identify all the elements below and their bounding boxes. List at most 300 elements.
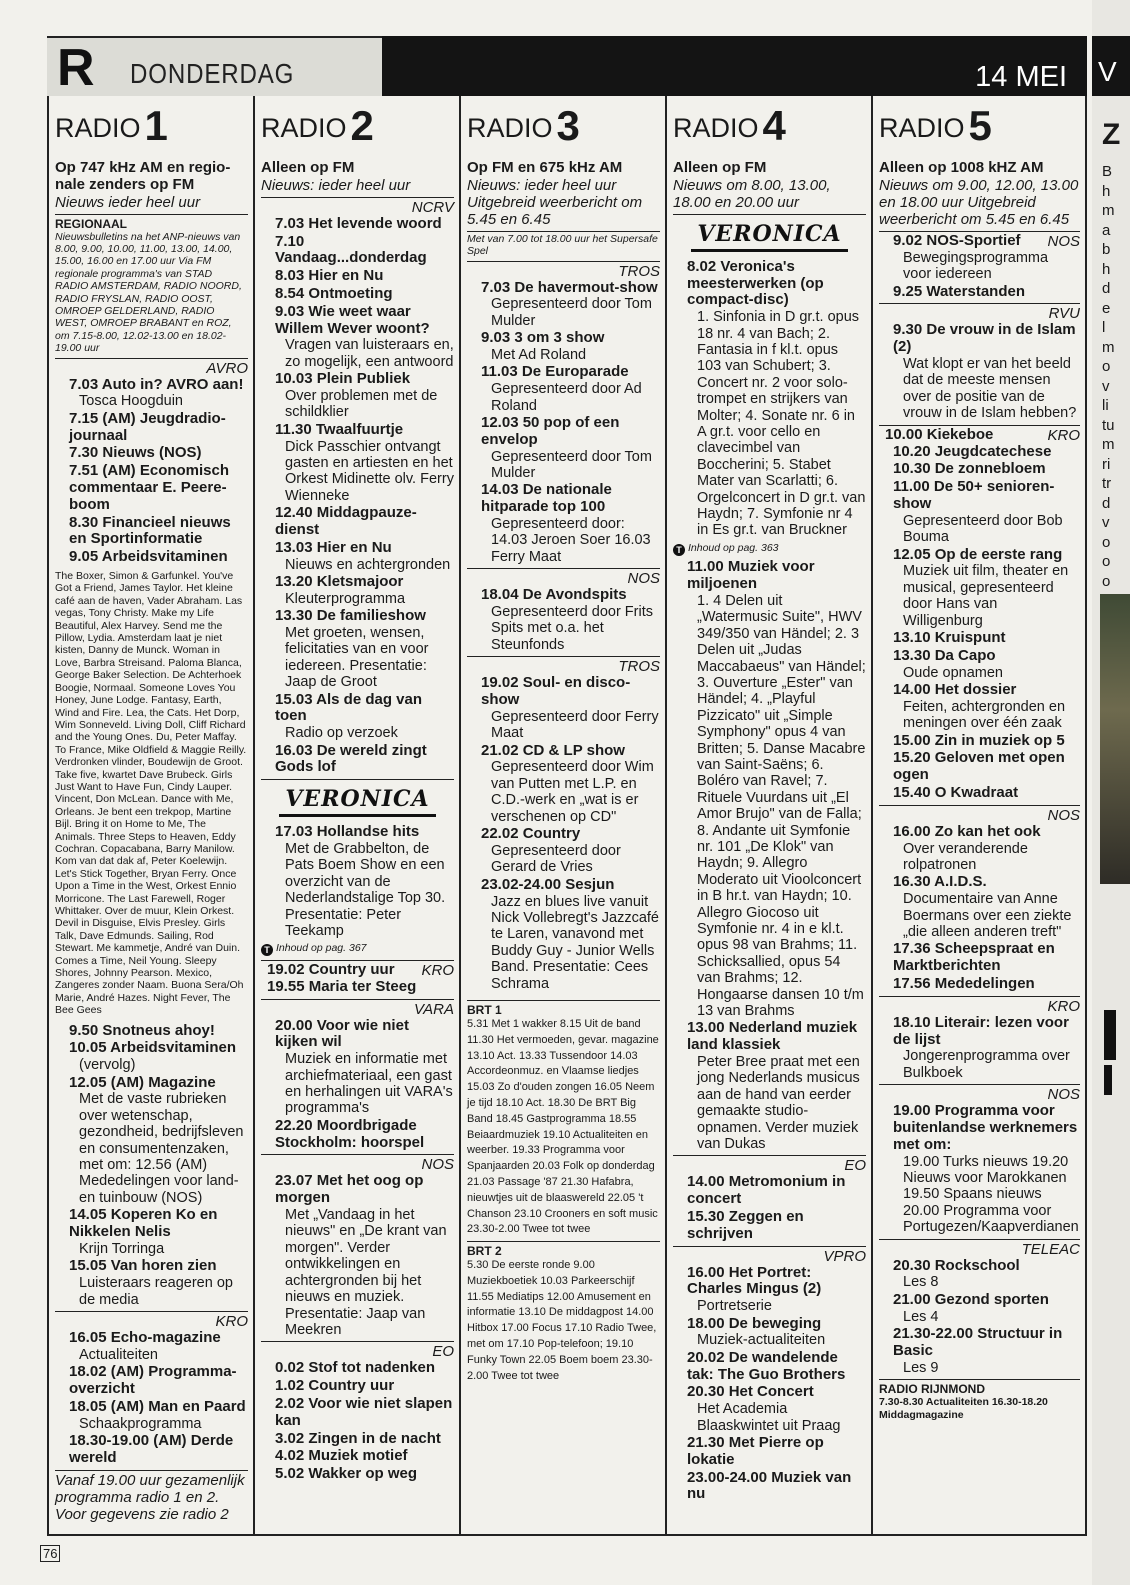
radio-5-band: Alleen op 1008 kHZ AM — [879, 159, 1044, 176]
program-item — [261, 608, 454, 690]
column-radio-4 — [667, 96, 873, 1536]
program-title: 0.02 Stof tot nadenken — [275, 1359, 436, 1377]
program-description: Gepresenteerd door Wim van Putten met L.P. en C.D.-werk en „wat is er verschenen op CD" — [491, 759, 654, 825]
divider — [467, 1241, 660, 1242]
column-radio-1 — [49, 96, 255, 1536]
program-title: 22.02 Country — [481, 825, 581, 843]
program-item — [879, 648, 1080, 681]
program-item — [879, 941, 1080, 975]
program-item — [55, 1023, 248, 1040]
program-description: 19.00 Turks nieuws 19.20 Nieuws voor Marokkanen 19.50 Spaans nieuws 20.00 Programma voor Portugezen/Kaapverdianen — [903, 1153, 1079, 1236]
program-description: Gepresenteerd door Ferry Maat — [491, 708, 659, 742]
regional-text: Nieuwsbulletins na het ANP-nieuws van 8.00, 9.00, 10.00, 11.00, 13.00, 14.00, 15.00, 16.00 en 17.00 uur Via FM regionale programma's van STAD RADIO AMSTERDAM, RADIO NOORD, RADIO FRYSLAN, RADIO OOST, OMROEP GELDERLAND, RADIO WEST, OMROEP BRABANT en ROZ, om 7.15-8.00, 12.02-13.00 en 18.02-19.00 uur — [55, 230, 242, 355]
edge-letter: m — [1102, 202, 1115, 219]
radio-5-list-4 — [879, 824, 1080, 993]
program-title: 23.02-24.00 Sesjun — [481, 875, 615, 893]
broadcaster-avro: AVRO — [206, 359, 248, 377]
radio-2-info: T Inhoud op pag. 367 — [261, 940, 454, 956]
divider — [55, 358, 248, 359]
program-title: 16.00 Zo kan het ook — [893, 822, 1041, 840]
program-title: 3.02 Zingen in de nacht — [275, 1429, 441, 1447]
program-description: Documentaire van Anne Boermans over een ziekte „die alleen anderen treft" — [903, 891, 1072, 941]
program-item — [879, 1292, 1080, 1325]
program-item — [261, 1360, 454, 1377]
radio-5-list-6 — [879, 1103, 1080, 1235]
edge-letter: o — [1102, 572, 1111, 590]
program-item — [55, 1207, 248, 1257]
program-title: 5.02 Wakker op weg — [275, 1465, 418, 1483]
divider — [467, 568, 660, 569]
program-item — [55, 1040, 248, 1073]
program-description: Gepresenteerd door Ad Roland — [491, 381, 642, 414]
radio-5-band-note: Nieuws om 9.00, 12.00, 13.00 en 18.00 uur Uitgebreid weerbericht om 5.45 en 6.45 — [879, 176, 1079, 228]
program-item — [261, 1396, 454, 1430]
program-title: 15.20 Geloven met open ogen — [893, 749, 1065, 784]
edge-letter: o — [1102, 358, 1111, 375]
program-item — [261, 234, 454, 268]
program-item — [673, 1020, 866, 1152]
program-item — [55, 1075, 248, 1207]
divider — [467, 656, 660, 657]
waterstanden-item: 9.25 Waterstanden — [893, 282, 1025, 300]
program-description: Over problemen met de schildklier — [285, 387, 438, 421]
program-description: Vragen van luisteraars en, zo mogelijk, een antwoord — [285, 337, 454, 370]
program-description: Muziek en informatie met archiefmateriaal, een gast en herhalingen uit VARA's programma's — [285, 1051, 453, 1117]
program-title: 18.00 De beweging — [687, 1314, 822, 1332]
program-description: Met de vaste rubrieken over wetenschap, gezondheid, bedrijfsleven en consumentenzaken, met om: 12.56 (AM) Mededelingen voor land- en tuinbouw (NOS) — [79, 1091, 244, 1206]
divider — [55, 1470, 248, 1471]
brt1-title: BRT 1 — [467, 1002, 502, 1017]
program-title: 17.03 Hollandse hits — [275, 823, 420, 841]
program-item — [879, 1015, 1080, 1081]
info-icon: T — [673, 544, 685, 556]
program-description: Gepresenteerd door Tom Mulder — [491, 296, 652, 329]
program-item — [261, 824, 454, 939]
next-page-text-edge — [1102, 162, 1122, 630]
broadcaster-nos: NOS — [627, 570, 660, 588]
program-title: 11.03 De Europarade — [481, 363, 629, 381]
program-item — [879, 461, 1080, 478]
program-title: 9.30 De vrouw in de Islam (2) — [893, 321, 1076, 356]
program-title: 13.03 Hier en Nu — [275, 538, 392, 556]
program-title: 15.05 Van horen zien — [69, 1257, 217, 1275]
program-title: 21.30-22.00 Structuur in Basic — [893, 1325, 1063, 1359]
radio-1-list-2 — [55, 1023, 248, 1308]
program-title: 12.05 (AM) Magazine — [69, 1073, 216, 1091]
divider — [261, 999, 454, 1000]
program-description: Radio op verzoek — [285, 725, 398, 742]
radio-2-title: RADIO2 — [261, 102, 374, 149]
radio-5-list-5 — [879, 1015, 1080, 1081]
program-item — [879, 1258, 1080, 1291]
program-item — [673, 259, 866, 539]
program-item — [55, 1258, 248, 1308]
program-title: 13.30 Da Capo — [893, 646, 996, 664]
program-title: 17.56 Mededelingen — [893, 975, 1035, 993]
program-description: Het Academia Blaaskwintet uit Praag — [697, 1401, 841, 1434]
program-title: 12.03 50 pop of een envelop — [481, 414, 620, 448]
program-item — [879, 750, 1080, 784]
edge-letter: m — [1102, 338, 1115, 356]
radio-2-list-3 — [261, 1018, 454, 1152]
program-description: (vervolg) — [79, 1057, 136, 1074]
radio-4-band: Alleen op FM — [673, 159, 767, 176]
next-page-bar-2 — [1104, 1065, 1112, 1095]
date-label: 14 MEI — [975, 61, 1067, 93]
song-list: The Boxer, Simon & Garfunkel. You've Got a Friend, James Taylor. Het kleine café aan de haven, Vader Abraham. Las vegas, Tony Christy. Make my Life Beautiful, Alex Harvey. Send me the Pillow, Lydia. Amsterdam laat je niet kisten, Danny de Munck. Woman in Love, Barbra Streisand. Paloma Blanca, George Baker Selection. De Achterhoek Boogie, Normaal. Someone Loves You Honey, June Lodge. Fantasy, Earth, Wind and Fire. Lea, the Cats. Het Dorp, Wim Sonneveld. Living Doll, Cliff Richard and the Young Ones. Du, Peter Maffay. To France, Mike Oldfield & Maggie Reilly. Verdronken vlinder, Boudewijn de Groot. Take five, kwartet Dave Brubeck. Girls Just Want to Have Fun, Cindy Lauper. Vincent, Don McLean. Dance with Me, Orleans. Je bent een trekpop, Martine Bijl. Bring it on Home to Me, The Animals. Three Steps to Heaven, Eddy Cochran. Copacabana, Barry Manilow. Kom van dat dak af, Peter Koelewijn. Let's Stick Together, Bryan Ferry. Once Upon a Time in the West, Orkest Ennio Morricone. The Last Farewell, Roger Whittaker. Over de muur, Klein Orkest. Devil in Disguise, Elvis Presley. Girls Talk, Dave Edmunds. Sailing, Rod Stewart. Me kammetje, André van Duin. Comes a Time, Neil Young. Sleepy Shores, Johnny Pearson. Mexico, Zangeres zonder Naam. Buona Sera/Oh Marie, André Hazes. Night Fever, The Bee Gees — [55, 570, 247, 1017]
program-description: Gepresenteerd door Bob Bouma — [903, 512, 1063, 546]
program-item — [467, 330, 660, 363]
edge-letter: a — [1102, 221, 1111, 239]
radio-2-list-2 — [261, 824, 454, 939]
program-title: 9.03 Wie weet waar Willem Wever woont? — [275, 302, 430, 337]
supersafe-note: Met van 7.00 tot 18.00 uur het Supersafe Spel — [467, 232, 658, 258]
program-item — [261, 1466, 454, 1483]
veronica-logo: VERONICA — [673, 219, 866, 253]
brt1-text: 5.31 Met 1 wakker 8.15 Uit de band 11.30 Het vermoeden, gevar. magazine 13.10 Act. 13.33 Tussendoor 14.03 Accordeonmuz. en Vlaamse liedjes 15.03 Zo d'ouden zongen 16.05 Neem je tijd 18.10 Act. 18.30 De BRT Big Band 18.45 Gastprogramma 18.55 Beiaardmuziek 19.10 Actualiteiten en weerber. 19.33 Programma voor Spanjaarden 20.03 Folk op donderdag 21.03 Passage '87 21.30 Hafabra, nieuwtjes uit de blaaswereld 22.05 't Chanson 23.10 Crooners en soft music 23.30-2.00 Twee tot twee — [467, 1017, 659, 1236]
radio-3-band-note: Nieuws: ieder heel uur Uitgebreid weerbericht om 5.45 en 6.45 — [467, 176, 643, 228]
program-item — [879, 479, 1080, 545]
program-title: 9.03 3 om 3 show — [481, 329, 605, 347]
program-title: 15.40 O Kwadraat — [893, 784, 1019, 802]
divider — [879, 996, 1080, 997]
broadcaster-nos: NOS — [1047, 806, 1080, 824]
divider — [879, 303, 1080, 304]
program-item — [467, 877, 660, 992]
edge-letter: b — [1102, 241, 1111, 258]
program-title: 15.00 Zin in muziek op 5 — [893, 731, 1065, 749]
program-title: 22.20 Moordbrigade Stockholm: hoorspel — [275, 1116, 425, 1151]
program-title: 10.30 De zonnebloem — [893, 460, 1046, 478]
broadcaster-ncrv: NCRV — [411, 198, 454, 216]
program-description: Wat klopt er van het beeld dat de meeste mensen over de positie van de vrouw in de Islam hebben? — [903, 356, 1077, 422]
broadcaster-eo: EO — [844, 1157, 866, 1175]
radio-5-list-2 — [879, 322, 1080, 421]
program-title: 16.30 A.I.D.S. — [893, 873, 987, 891]
program-item — [55, 549, 248, 566]
program-item — [673, 1316, 866, 1349]
edge-letter: d — [1102, 280, 1111, 297]
next-page-bar — [1104, 1010, 1116, 1060]
radio-2-list-4 — [261, 1173, 454, 1338]
edge-letter: B — [1102, 163, 1113, 180]
nos-sportief-row: 9.02 NOS-Sportief NOS Bewegingsprogramma voor iedereen — [893, 231, 1080, 283]
program-title: 21.30 Met Pierre op lokatie — [687, 1434, 824, 1468]
program-title: 14.00 Metromonium in concert — [687, 1173, 846, 1208]
program-title: 21.02 CD & LP show — [481, 741, 625, 759]
divider — [261, 1154, 454, 1155]
next-page-edge — [1092, 0, 1130, 1585]
program-title: 13.20 Kletsmajoor — [275, 573, 404, 591]
program-title: 11.00 De 50+ senioren-show — [893, 478, 1055, 513]
veronica-logo: VERONICA — [261, 784, 454, 818]
radio-5-list-7 — [879, 1258, 1080, 1376]
next-page-photo — [1100, 594, 1130, 884]
radio-2-list-5 — [261, 1360, 454, 1483]
program-description: Over veranderende rolpatronen — [903, 840, 1028, 874]
program-title: 14.03 De nationale hitparade top 100 — [481, 481, 612, 516]
radio-3-list-3 — [467, 675, 660, 992]
program-item — [55, 463, 248, 513]
radio-5-title: RADIO5 — [879, 102, 992, 149]
program-title: 12.05 Op de eerste rang — [893, 545, 1063, 563]
day-label: DONDERDAG — [130, 58, 295, 89]
page-header — [47, 36, 1087, 96]
edge-letter: v — [1102, 514, 1110, 531]
program-title: 16.05 Echo-magazine — [69, 1328, 221, 1346]
program-description: Luisteraars reageren op de media — [79, 1275, 233, 1308]
program-description: Krijn Torringa — [79, 1240, 165, 1257]
rijnmond-text: 7.30-8.30 Actualiteiten 16.30-18.20 Middagmagazine — [879, 1396, 1048, 1421]
column-radio-5 — [873, 96, 1087, 1536]
radio-3-list-1 — [467, 280, 660, 566]
edge-letter: v — [1102, 377, 1110, 395]
program-item — [261, 268, 454, 285]
edge-letter: o — [1102, 533, 1111, 551]
radio-3-title: RADIO3 — [467, 102, 580, 149]
kro-row: 19.02 Country uur KRO — [267, 960, 454, 979]
program-item — [879, 976, 1080, 993]
edge-letter: l — [1102, 319, 1106, 336]
program-item — [467, 743, 660, 825]
program-item — [261, 422, 454, 504]
program-title: 7.15 (AM) Jeugdradio-journaal — [69, 409, 226, 444]
program-description: Les 8 — [903, 1274, 939, 1291]
edge-letter: ri — [1102, 455, 1111, 473]
kro-item-2: 19.55 Maria ter Steeg — [267, 977, 417, 995]
program-item — [261, 286, 454, 303]
radio-1-band-note: Nieuws ieder heel uur — [55, 193, 201, 211]
program-description: 1. Sinfonia in D gr.t. opus 18 nr. 4 van Bach; 2. Fantasia in f kl.t. opus 103 van Schubert; 3. Concert nr. 2 voor solo-trompet en strijkers van Molter; 4. Sonate nr. 6 in A gr.t. voor cello en clavecimbel van Boccherini; 5. Stabet Mater van Scarlatti; 6. Orgelconcert in D gr.t. van Haydn; 7. Symfonie nr 4 in Es gr.t. van Bruckner — [697, 309, 866, 539]
program-item — [55, 1433, 248, 1467]
program-description: Met Ad Roland — [491, 347, 587, 364]
divider — [879, 1239, 1080, 1240]
program-item — [673, 1435, 866, 1469]
program-item — [673, 1209, 866, 1243]
program-description: Kleuterprogramma — [285, 590, 406, 607]
program-title: 18.30-19.00 (AM) Derde wereld — [69, 1431, 234, 1466]
program-item — [261, 1431, 454, 1448]
program-description: Schaakprogramma — [79, 1415, 202, 1432]
program-title: 13.30 De familieshow — [275, 607, 426, 625]
program-item — [673, 1174, 866, 1208]
program-item — [673, 1350, 866, 1384]
program-title: 7.51 (AM) Economisch commentaar E. Peere-boom — [69, 462, 230, 513]
radio-2-band-note: Nieuws: ieder heel uur — [261, 176, 411, 194]
divider — [261, 1341, 454, 1342]
program-description: Muziek uit film, theater en musical, gepresenteerd door Hans van Willigenburg — [903, 563, 1069, 629]
program-item — [879, 630, 1080, 647]
divider — [467, 261, 660, 262]
program-title: 16.03 De wereld zingt Gods lof — [275, 741, 427, 776]
divider — [261, 779, 454, 780]
program-description: Gepresenteerd door: 14.03 Jeroen Soer 16.03 Ferry Maat — [491, 516, 651, 565]
program-description: Les 9 — [903, 1359, 939, 1376]
radio-1-footer-note: Vanaf 19.00 uur gezamenlijk programma radio 1 en 2. Voor gegevens zie radio 2 — [55, 1471, 245, 1523]
program-item — [261, 505, 454, 539]
program-item — [55, 1364, 248, 1398]
program-item — [261, 692, 454, 742]
program-description: Les 4 — [903, 1308, 939, 1325]
program-title: 23.07 Met het oog op morgen — [275, 1172, 424, 1207]
program-title: 7.03 Auto in? AVRO aan! — [69, 375, 244, 393]
radio-3-list-2 — [467, 587, 660, 653]
header-right-panel — [382, 36, 1087, 96]
divider — [261, 197, 454, 198]
program-title: 8.02 Veronica's meesterwerken (op compact-disc) — [687, 257, 824, 309]
edge-letter: tr — [1102, 475, 1112, 492]
brt2-text: 5.30 De eerste ronde 9.00 Muziekboetiek 10.03 Parkeerschijf 11.55 Mediatips 12.00 Amusement en informatie 13.10 De middagpost 14.00 Hitbox 17.00 Focus 17.10 Radio Twee, met om 17.10 Pop-telefoon; 19.10 Funky Town 22.05 Boem boem 23.30-2.00 Twee tot twee — [467, 1259, 657, 1382]
broadcaster-eo: EO — [432, 1343, 454, 1361]
program-title: 20.02 De wandelende tak: The Guo Brothers — [687, 1348, 846, 1383]
program-item — [55, 1330, 248, 1363]
program-title: 20.30 Het Concert — [687, 1383, 814, 1401]
program-title: 19.02 Soul- en disco-show — [481, 674, 631, 709]
program-title: 18.10 Literair: lezen voor de lijst — [893, 1013, 1069, 1048]
next-page-letter: Z — [1102, 118, 1121, 151]
program-description: Dick Passchier ontvangt gasten en artiesten en het Orkest Midinette olv. Ferry Wienneke — [285, 438, 454, 504]
radio-5-list-3 — [879, 444, 1080, 802]
program-title: 17.36 Scheepspraat en Marktberichten — [893, 940, 1055, 975]
radio-schedule-grid — [47, 96, 1087, 1536]
radio-4-band-note: Nieuws om 8.00, 13.00, 18.00 en 20.00 uur — [673, 176, 831, 211]
radio-2-band: Alleen op FM — [261, 159, 355, 176]
program-description: Jazz en blues live vanuit Nick Vollebregt's Jazzcafé te Laren, vanavond met Buddy Guy - Junior Wells Band. Presentatie: Cees Schrama — [491, 893, 659, 992]
program-item — [261, 574, 454, 607]
program-item — [261, 540, 454, 573]
program-title: 16.00 Het Portret: Charles Mingus (2) — [687, 1263, 822, 1298]
program-title: 18.04 De Avondspits — [481, 586, 627, 604]
program-item — [261, 216, 454, 233]
program-title: 9.05 Arbeidsvitaminen — [69, 548, 228, 566]
kro-row: 10.00 Kiekeboe KRO — [885, 425, 1080, 444]
program-title: 11.30 Twaalfuurtje — [275, 420, 404, 438]
program-item — [879, 1326, 1080, 1376]
program-title: 20.00 Voor wie niet kijken wil — [275, 1016, 409, 1051]
program-title: 14.00 Het dossier — [893, 681, 1017, 699]
column-radio-2 — [255, 96, 461, 1536]
divider — [879, 805, 1080, 806]
broadcaster-vpro: VPRO — [823, 1247, 866, 1265]
edge-letter: li — [1102, 397, 1109, 414]
broadcaster-rvu: RVU — [1048, 305, 1080, 323]
program-title: 7.03 Het levende woord — [275, 214, 442, 232]
program-title: 2.02 Voor wie niet slapen kan — [275, 1394, 453, 1429]
radio-1-title: RADIO1 — [55, 102, 168, 149]
program-description: Gepresenteerd door Tom Mulder — [491, 448, 652, 482]
program-item — [261, 304, 454, 370]
broadcaster-kro: KRO — [1047, 997, 1080, 1015]
program-item — [261, 371, 454, 421]
program-description: Nieuws en achtergronden — [285, 556, 451, 573]
program-title: 11.00 Muziek voor miljoenen — [687, 558, 815, 593]
program-item — [673, 1470, 866, 1504]
program-description: Met groeten, wensen, felicitaties van en voor iedereen. Presentatie: Jaap de Groot — [285, 625, 429, 691]
program-item — [467, 482, 660, 565]
program-title: 21.00 Gezond sporten — [893, 1290, 1049, 1308]
program-item — [467, 826, 660, 876]
program-item — [261, 1118, 454, 1152]
program-item — [55, 1399, 248, 1432]
program-description: Tosca Hoogduin — [79, 393, 183, 410]
program-title: 8.30 Financieel nieuws en Sportinformatie — [69, 513, 231, 548]
program-item — [879, 824, 1080, 874]
program-item — [673, 559, 866, 1019]
program-description: Met „Vandaag in het nieuws" en „De krant van morgen". Verder ontwikkelingen en achtergronden bij het nieuws en muziek. Presentatie: Jaap van Meekren — [285, 1207, 447, 1338]
program-description: Feiten, achtergronden en meningen over één zaak — [903, 698, 1066, 732]
program-item — [879, 322, 1080, 421]
divider — [673, 1155, 866, 1156]
divider — [55, 214, 248, 215]
program-description: Met de Grabbelton, de Pats Boem Show en een overzicht van de Nederlandstalige Top 30. Presentatie: Peter Teekamp — [285, 841, 446, 940]
program-item — [879, 874, 1080, 940]
program-title: 13.00 Nederland muziek land klassiek — [687, 1019, 858, 1054]
program-title: 19.00 Programma voor buitenlandse werknemers met om: — [893, 1102, 1078, 1153]
program-title: 18.05 (AM) Man en Paard — [69, 1397, 246, 1415]
regional-title: REGIONAAL — [55, 216, 127, 231]
program-description: Oude opnamen — [903, 664, 1003, 681]
edge-letter: h — [1102, 182, 1111, 200]
program-description: Peter Bree praat met een jong Nederlands musicus aan de hand van eerder gemaakte studio-opnamen. Verder muziek van Dukas — [697, 1054, 860, 1153]
info-icon: T — [261, 944, 273, 956]
radio-4-list-3 — [673, 1174, 866, 1242]
next-page-header: V — [1092, 36, 1130, 96]
divider — [673, 214, 866, 215]
program-description: Portretserie — [697, 1298, 772, 1315]
radio-4-title: RADIO4 — [673, 102, 786, 149]
program-description: Jongerenprogramma over Bulkboek — [903, 1048, 1070, 1081]
radio-4-list-1 — [673, 259, 866, 539]
divider — [879, 1379, 1080, 1380]
divider — [879, 1084, 1080, 1085]
radio-1-list-1 — [55, 377, 248, 566]
edge-letter: o — [1102, 553, 1111, 570]
program-title: 15.03 Als de dag van toen — [275, 690, 423, 725]
divider — [467, 1000, 660, 1001]
radio-4-info: T Inhoud op pag. 363 — [673, 540, 866, 556]
radio-4-list-2 — [673, 559, 866, 1152]
program-title: 18.02 (AM) Programma-overzicht — [69, 1363, 237, 1397]
divider — [467, 231, 660, 232]
program-title: 7.10 Vandaag...donderdag — [275, 232, 427, 267]
program-item — [55, 515, 248, 549]
program-item — [673, 1265, 866, 1315]
rijnmond-title: RADIO RIJNMOND — [879, 1382, 986, 1397]
broadcaster-tros: TROS — [618, 658, 660, 676]
edge-letter: d — [1102, 494, 1111, 512]
program-title: 8.03 Hier en Nu — [275, 267, 384, 285]
program-title: 7.30 Nieuws (NOS) — [69, 444, 202, 462]
brt2-title: BRT 2 — [467, 1244, 502, 1259]
divider — [673, 1246, 866, 1247]
program-title: 7.03 De havermout-show — [481, 278, 658, 296]
radio-1-band: Op 747 kHz AM en regio-nale zenders op FM — [55, 159, 231, 193]
program-item — [467, 587, 660, 653]
program-item — [879, 1103, 1080, 1235]
program-title: 10.20 Jeugdcatechese — [893, 442, 1052, 460]
radio-r-logo: R — [57, 39, 95, 97]
program-title: 8.54 Ontmoeting — [275, 284, 393, 302]
program-title: 12.40 Middagpauze-dienst — [275, 504, 417, 539]
program-item — [879, 444, 1080, 461]
broadcaster-kro: KRO — [215, 1312, 248, 1330]
program-item — [261, 743, 454, 777]
program-title: 13.10 Kruispunt — [893, 629, 1006, 647]
program-item — [261, 1378, 454, 1395]
edge-letter: e — [1102, 299, 1111, 317]
program-title: 9.50 Snotneus ahoy! — [69, 1021, 215, 1039]
program-title: 15.30 Zeggen en schrijven — [687, 1208, 804, 1242]
